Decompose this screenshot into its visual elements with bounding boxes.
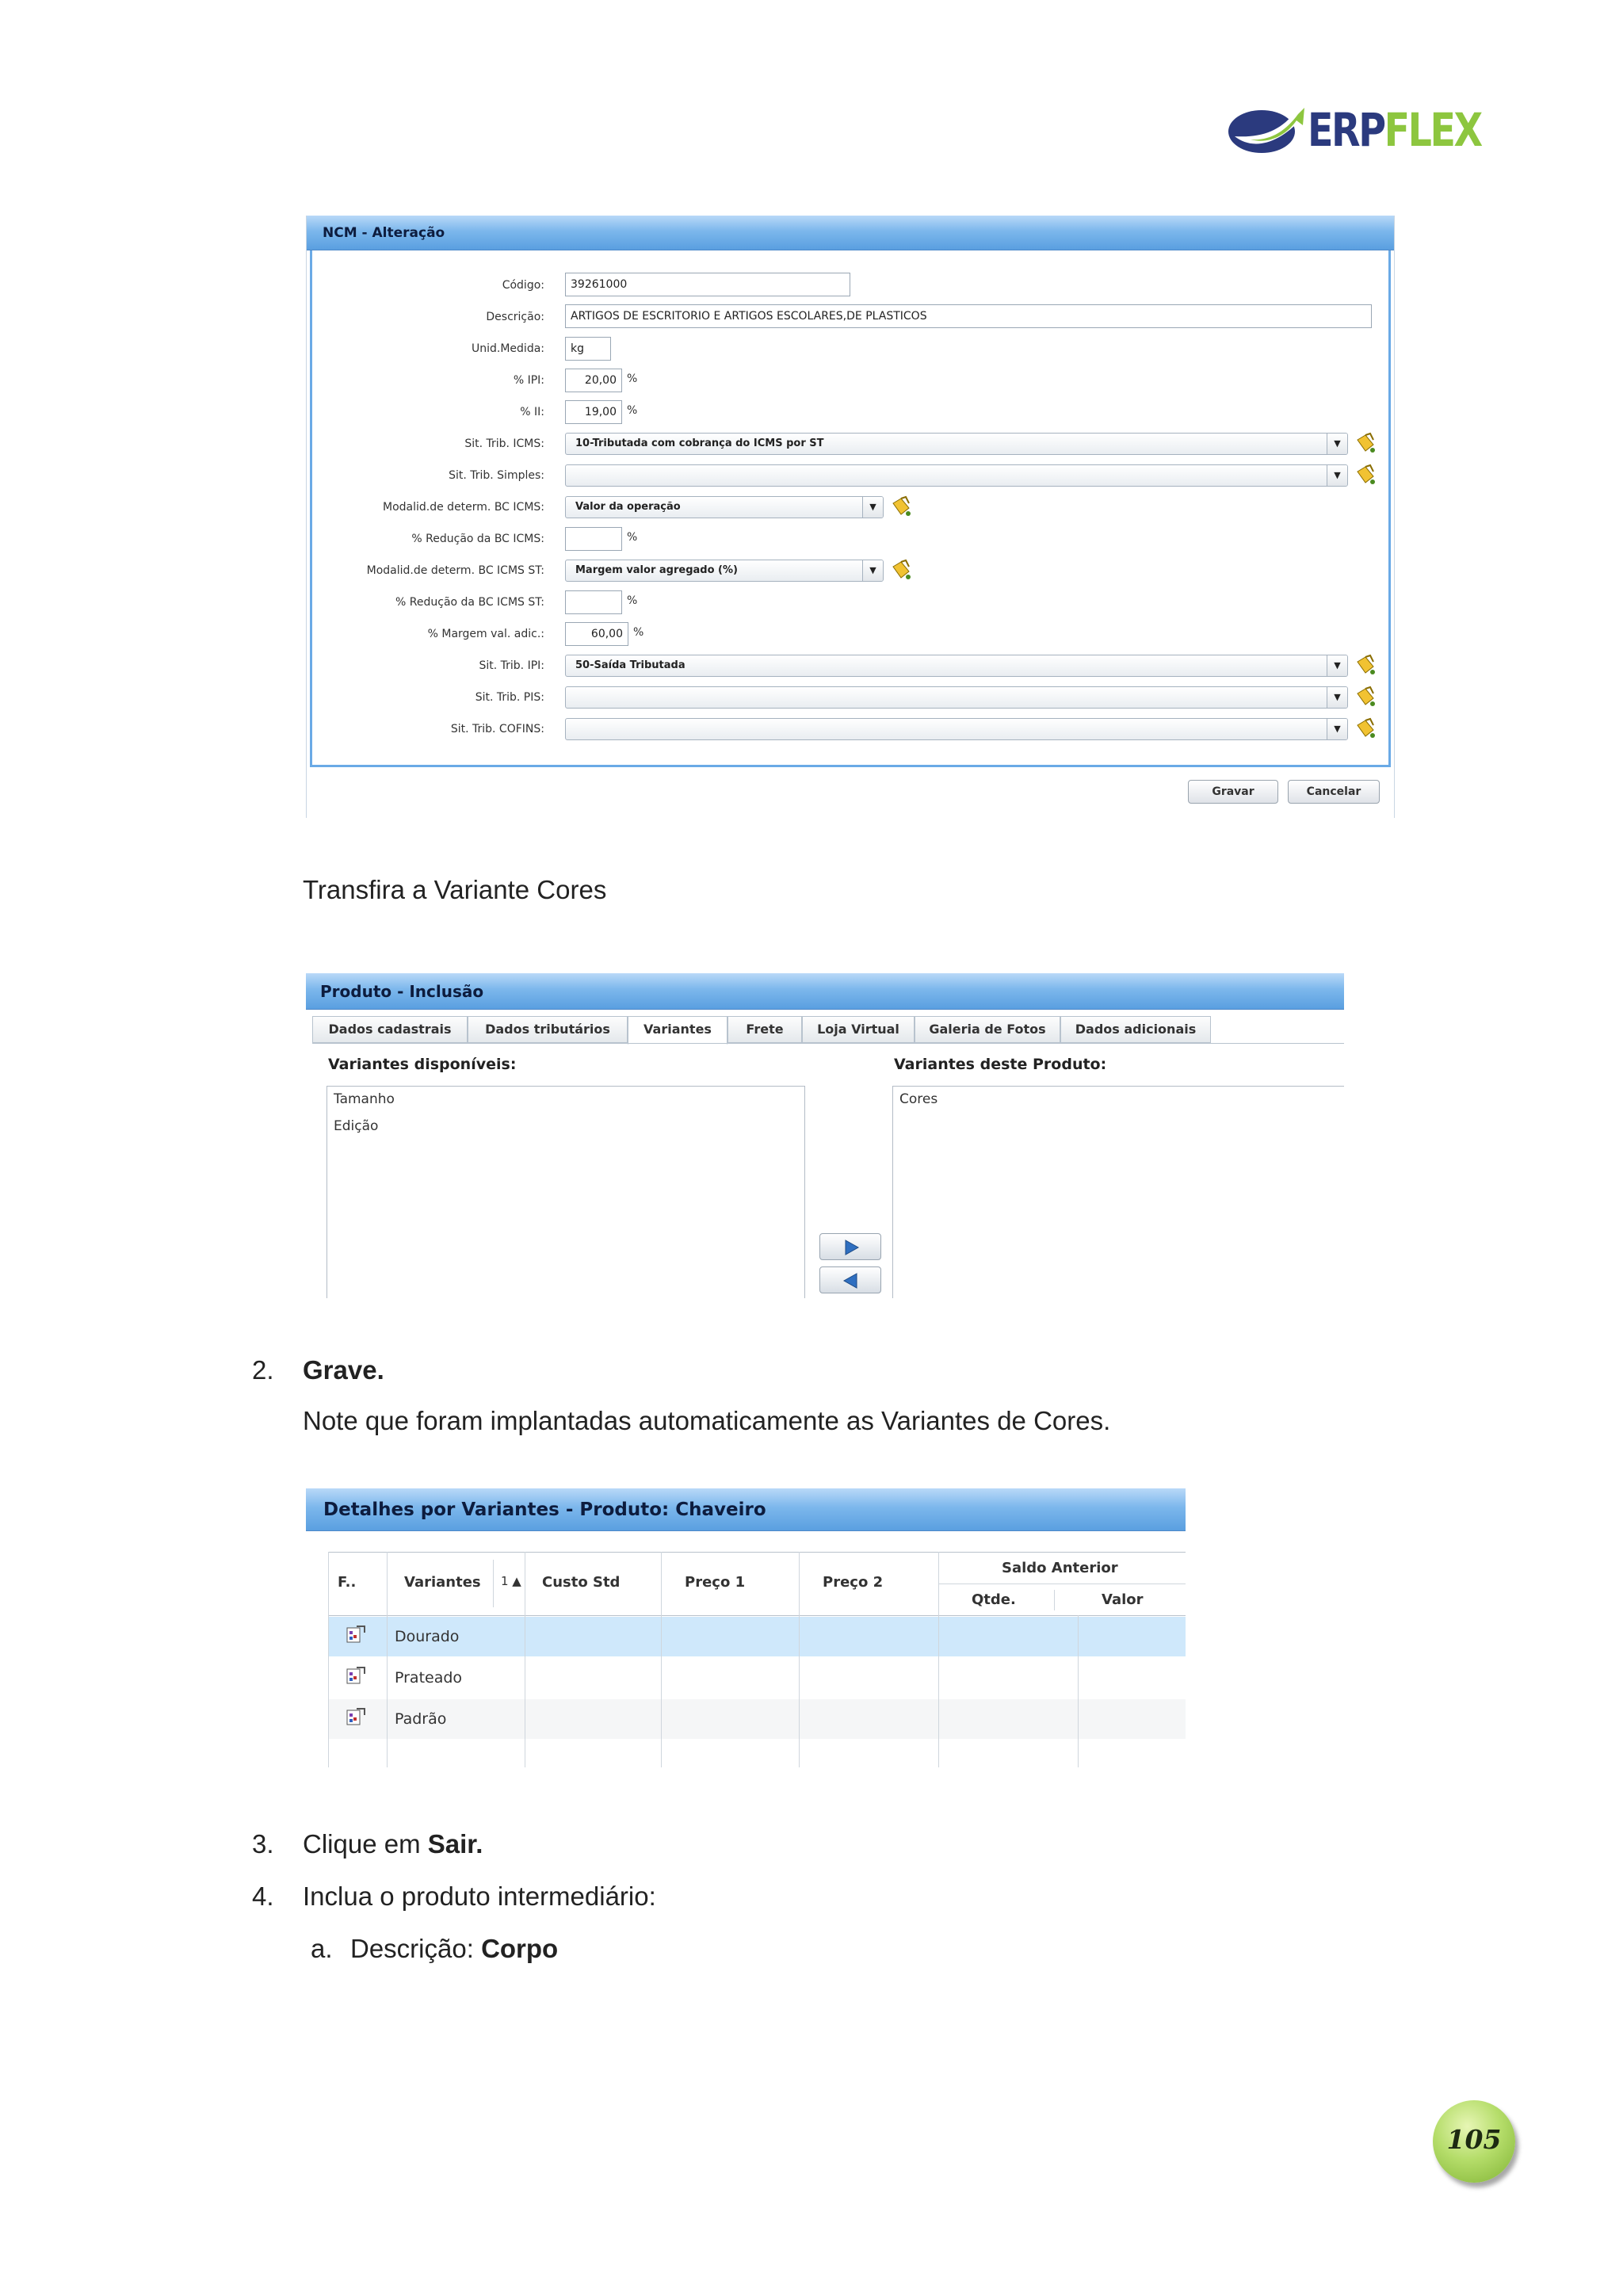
sort-indicator[interactable]: 1 ▲ — [501, 1574, 521, 1588]
note-variantes: Note que foram implantadas automaticamente as Variantes de Cores. — [303, 1406, 1111, 1435]
mod-bc-icms-select[interactable] — [565, 496, 884, 518]
ii-label: % II: — [520, 406, 544, 418]
col-divider — [1054, 1590, 1055, 1610]
erpflex-logo — [1227, 101, 1481, 159]
step-3-bold: Sair. — [427, 1829, 483, 1859]
list-item[interactable]: Tamanho — [334, 1091, 395, 1107]
variantes-disponiveis-label: Variantes disponíveis: — [328, 1056, 517, 1073]
move-left-button[interactable] — [819, 1266, 881, 1293]
page-number-badge — [1433, 2100, 1515, 2183]
move-right-button[interactable] — [819, 1233, 881, 1260]
list-item[interactable]: Edição — [334, 1118, 379, 1134]
logo-erp-text: ERP — [1308, 103, 1384, 157]
clear-bucket-icon[interactable] — [888, 559, 912, 583]
chevron-down-icon[interactable]: ▼ — [1327, 687, 1347, 708]
col-divider — [1078, 1615, 1079, 1767]
step-3-text — [303, 1829, 483, 1859]
descricao-input[interactable]: ARTIGOS DE ESCRITORIO E ARTIGOS ESCOLARES,DE PLASTICOS — [565, 304, 1372, 328]
col-valor-header[interactable]: Valor — [1102, 1591, 1144, 1608]
ipi-label: % IPI: — [513, 374, 544, 387]
step-4a-prefix: Descrição: — [350, 1934, 482, 1963]
row-variante-name: Prateado — [395, 1669, 463, 1687]
step-2-text: Grave. — [303, 1355, 384, 1385]
descricao-label: Descrição: — [486, 311, 544, 323]
clear-bucket-icon[interactable] — [1353, 686, 1377, 709]
margem-label: % Margem val. adic.: — [427, 628, 544, 640]
col-saldo-header: Saldo Anterior — [1002, 1560, 1118, 1576]
gravar-button[interactable]: Gravar — [1188, 780, 1278, 804]
produto-inclusao-window — [306, 973, 1344, 1298]
sit-simples-label: Sit. Trib. Simples: — [449, 469, 544, 482]
sit-ipi-label: Sit. Trib. IPI: — [479, 659, 544, 672]
mod-bc-icms-st-select[interactable] — [565, 560, 884, 582]
ncm-alteracao-window — [306, 216, 1395, 818]
col-divider — [799, 1552, 800, 1767]
sit-icms-value: 10-Tributada com cobrança do ICMS por ST — [575, 437, 824, 449]
clear-bucket-icon[interactable] — [888, 495, 912, 519]
step-4a-number: a. — [311, 1934, 333, 1963]
mod-bc-icms-st-label: Modalid.de determ. BC ICMS ST: — [366, 564, 544, 577]
margem-input[interactable]: 60,00 — [565, 622, 628, 646]
detalhes-variantes-window — [306, 1488, 1186, 1767]
chevron-down-icon[interactable]: ▼ — [1327, 655, 1347, 676]
col-f-header[interactable]: F.. — [338, 1574, 357, 1591]
arrow-right-icon — [820, 1234, 882, 1261]
clear-bucket-icon[interactable] — [1353, 654, 1377, 678]
red-bc-icms-label: % Redução da BC ICMS: — [411, 533, 544, 545]
header-bottom-border — [328, 1615, 1186, 1616]
table-row[interactable] — [328, 1699, 1186, 1739]
chevron-down-icon[interactable]: ▼ — [1327, 434, 1347, 454]
chevron-down-icon[interactable]: ▼ — [1327, 719, 1347, 739]
step-4-text: Inclua o produto intermediário: — [303, 1881, 656, 1911]
col-preco2-header[interactable]: Preço 2 — [823, 1574, 884, 1591]
grid-top-border — [328, 1552, 1186, 1553]
logo-wordmark — [1308, 105, 1481, 155]
clear-bucket-icon[interactable] — [1353, 464, 1377, 487]
margem-unit: % — [633, 626, 644, 639]
ipi-input[interactable]: 20,00 — [565, 369, 622, 392]
red-bc-icms-st-input[interactable] — [565, 590, 622, 614]
step-4-number: 4. — [252, 1881, 274, 1911]
clear-bucket-icon[interactable] — [1353, 432, 1377, 456]
red-bc-icms-st-unit: % — [627, 594, 638, 607]
logo-swoosh-icon — [1227, 101, 1306, 159]
col-variantes-header[interactable]: Variantes — [404, 1574, 481, 1591]
col-divider — [938, 1552, 939, 1767]
codigo-input[interactable]: 39261000 — [565, 273, 850, 296]
logo-flex-text: FLEX — [1384, 103, 1481, 157]
available-variants-list[interactable] — [327, 1086, 805, 1298]
cancelar-button[interactable]: Cancelar — [1288, 780, 1380, 804]
sit-cofins-select[interactable] — [565, 718, 1348, 740]
sit-ipi-select[interactable] — [565, 655, 1348, 677]
row-variante-name: Padrão — [395, 1710, 447, 1728]
clear-bucket-icon[interactable] — [1353, 717, 1377, 741]
product-variants-list[interactable] — [892, 1086, 1344, 1298]
mod-bc-icms-label: Modalid.de determ. BC ICMS: — [383, 501, 544, 514]
tabs-divider — [312, 1043, 1344, 1044]
chevron-down-icon[interactable]: ▼ — [862, 560, 883, 581]
step-4a-text — [350, 1934, 558, 1964]
sit-simples-select[interactable] — [565, 464, 1348, 487]
ipi-unit: % — [627, 372, 638, 385]
step-4a-bold: Corpo — [481, 1934, 559, 1963]
codigo-label: Código: — [502, 279, 544, 292]
ii-unit: % — [627, 404, 638, 417]
sit-icms-select[interactable] — [565, 433, 1348, 455]
row-variante-name: Dourado — [395, 1628, 460, 1645]
variant-detail-icon[interactable] — [346, 1666, 366, 1687]
produto-window-title: Produto - Inclusão — [306, 973, 1344, 1010]
variant-detail-icon[interactable] — [346, 1625, 366, 1645]
variantes-produto-label: Variantes deste Produto: — [894, 1056, 1107, 1073]
mod-bc-icms-value: Valor da operação — [575, 501, 681, 513]
variants-grid — [328, 1552, 1186, 1767]
col-divider — [387, 1552, 388, 1767]
unid-medida-input[interactable]: kg — [565, 337, 611, 361]
tab-frete[interactable]: Frete — [727, 1016, 802, 1043]
step-3-prefix: Clique em — [303, 1829, 428, 1859]
red-bc-icms-input[interactable] — [565, 527, 622, 551]
col-custo-header[interactable]: Custo Std — [542, 1574, 621, 1591]
red-bc-icms-st-label: % Redução da BC ICMS ST: — [395, 596, 544, 609]
col-divider — [661, 1552, 662, 1767]
tab-galeria-de-fotos[interactable]: Galeria de Fotos — [915, 1016, 1060, 1043]
tab-dados-tributarios[interactable]: Dados tributários — [468, 1016, 628, 1043]
tab-dados-cadastrais[interactable]: Dados cadastrais — [312, 1016, 468, 1043]
sit-ipi-value: 50-Saída Tributada — [575, 659, 685, 671]
mod-bc-icms-st-value: Margem valor agregado (%) — [575, 564, 738, 576]
chevron-down-icon[interactable]: ▼ — [862, 497, 883, 518]
sit-pis-select[interactable] — [565, 686, 1348, 709]
tab-loja-virtual[interactable]: Loja Virtual — [802, 1016, 915, 1043]
col-preco1-header[interactable]: Preço 1 — [685, 1574, 746, 1591]
col-divider — [328, 1552, 329, 1767]
sit-cofins-label: Sit. Trib. COFINS: — [450, 723, 544, 735]
tab-variantes[interactable]: Variantes — [628, 1016, 727, 1045]
step-3-number: 3. — [252, 1829, 274, 1859]
sit-icms-label: Sit. Trib. ICMS: — [464, 437, 544, 450]
instruction-transfer: Transfira a Variante Cores — [303, 875, 607, 904]
table-row[interactable] — [328, 1617, 1186, 1656]
table-row[interactable] — [328, 1658, 1186, 1698]
col-qtde-header[interactable]: Qtde. — [972, 1591, 1016, 1608]
step-2-number: 2. — [252, 1355, 274, 1385]
ncm-window-title: NCM - Alteração — [307, 216, 1394, 250]
unid-medida-label: Unid.Medida: — [472, 342, 544, 355]
chevron-down-icon[interactable]: ▼ — [1327, 465, 1347, 486]
col-divider — [493, 1560, 494, 1607]
arrow-left-icon — [820, 1267, 882, 1294]
detalhes-window-title: Detalhes por Variantes - Produto: Chaveiro — [306, 1488, 1186, 1531]
ii-input[interactable]: 19,00 — [565, 400, 622, 424]
page-number: 105 — [1446, 2124, 1502, 2155]
tab-dados-adicionais[interactable]: Dados adicionais — [1060, 1016, 1211, 1043]
sit-pis-label: Sit. Trib. PIS: — [475, 691, 544, 704]
variant-detail-icon[interactable] — [346, 1707, 366, 1728]
red-bc-icms-unit: % — [627, 531, 638, 544]
list-item[interactable]: Cores — [899, 1091, 938, 1107]
